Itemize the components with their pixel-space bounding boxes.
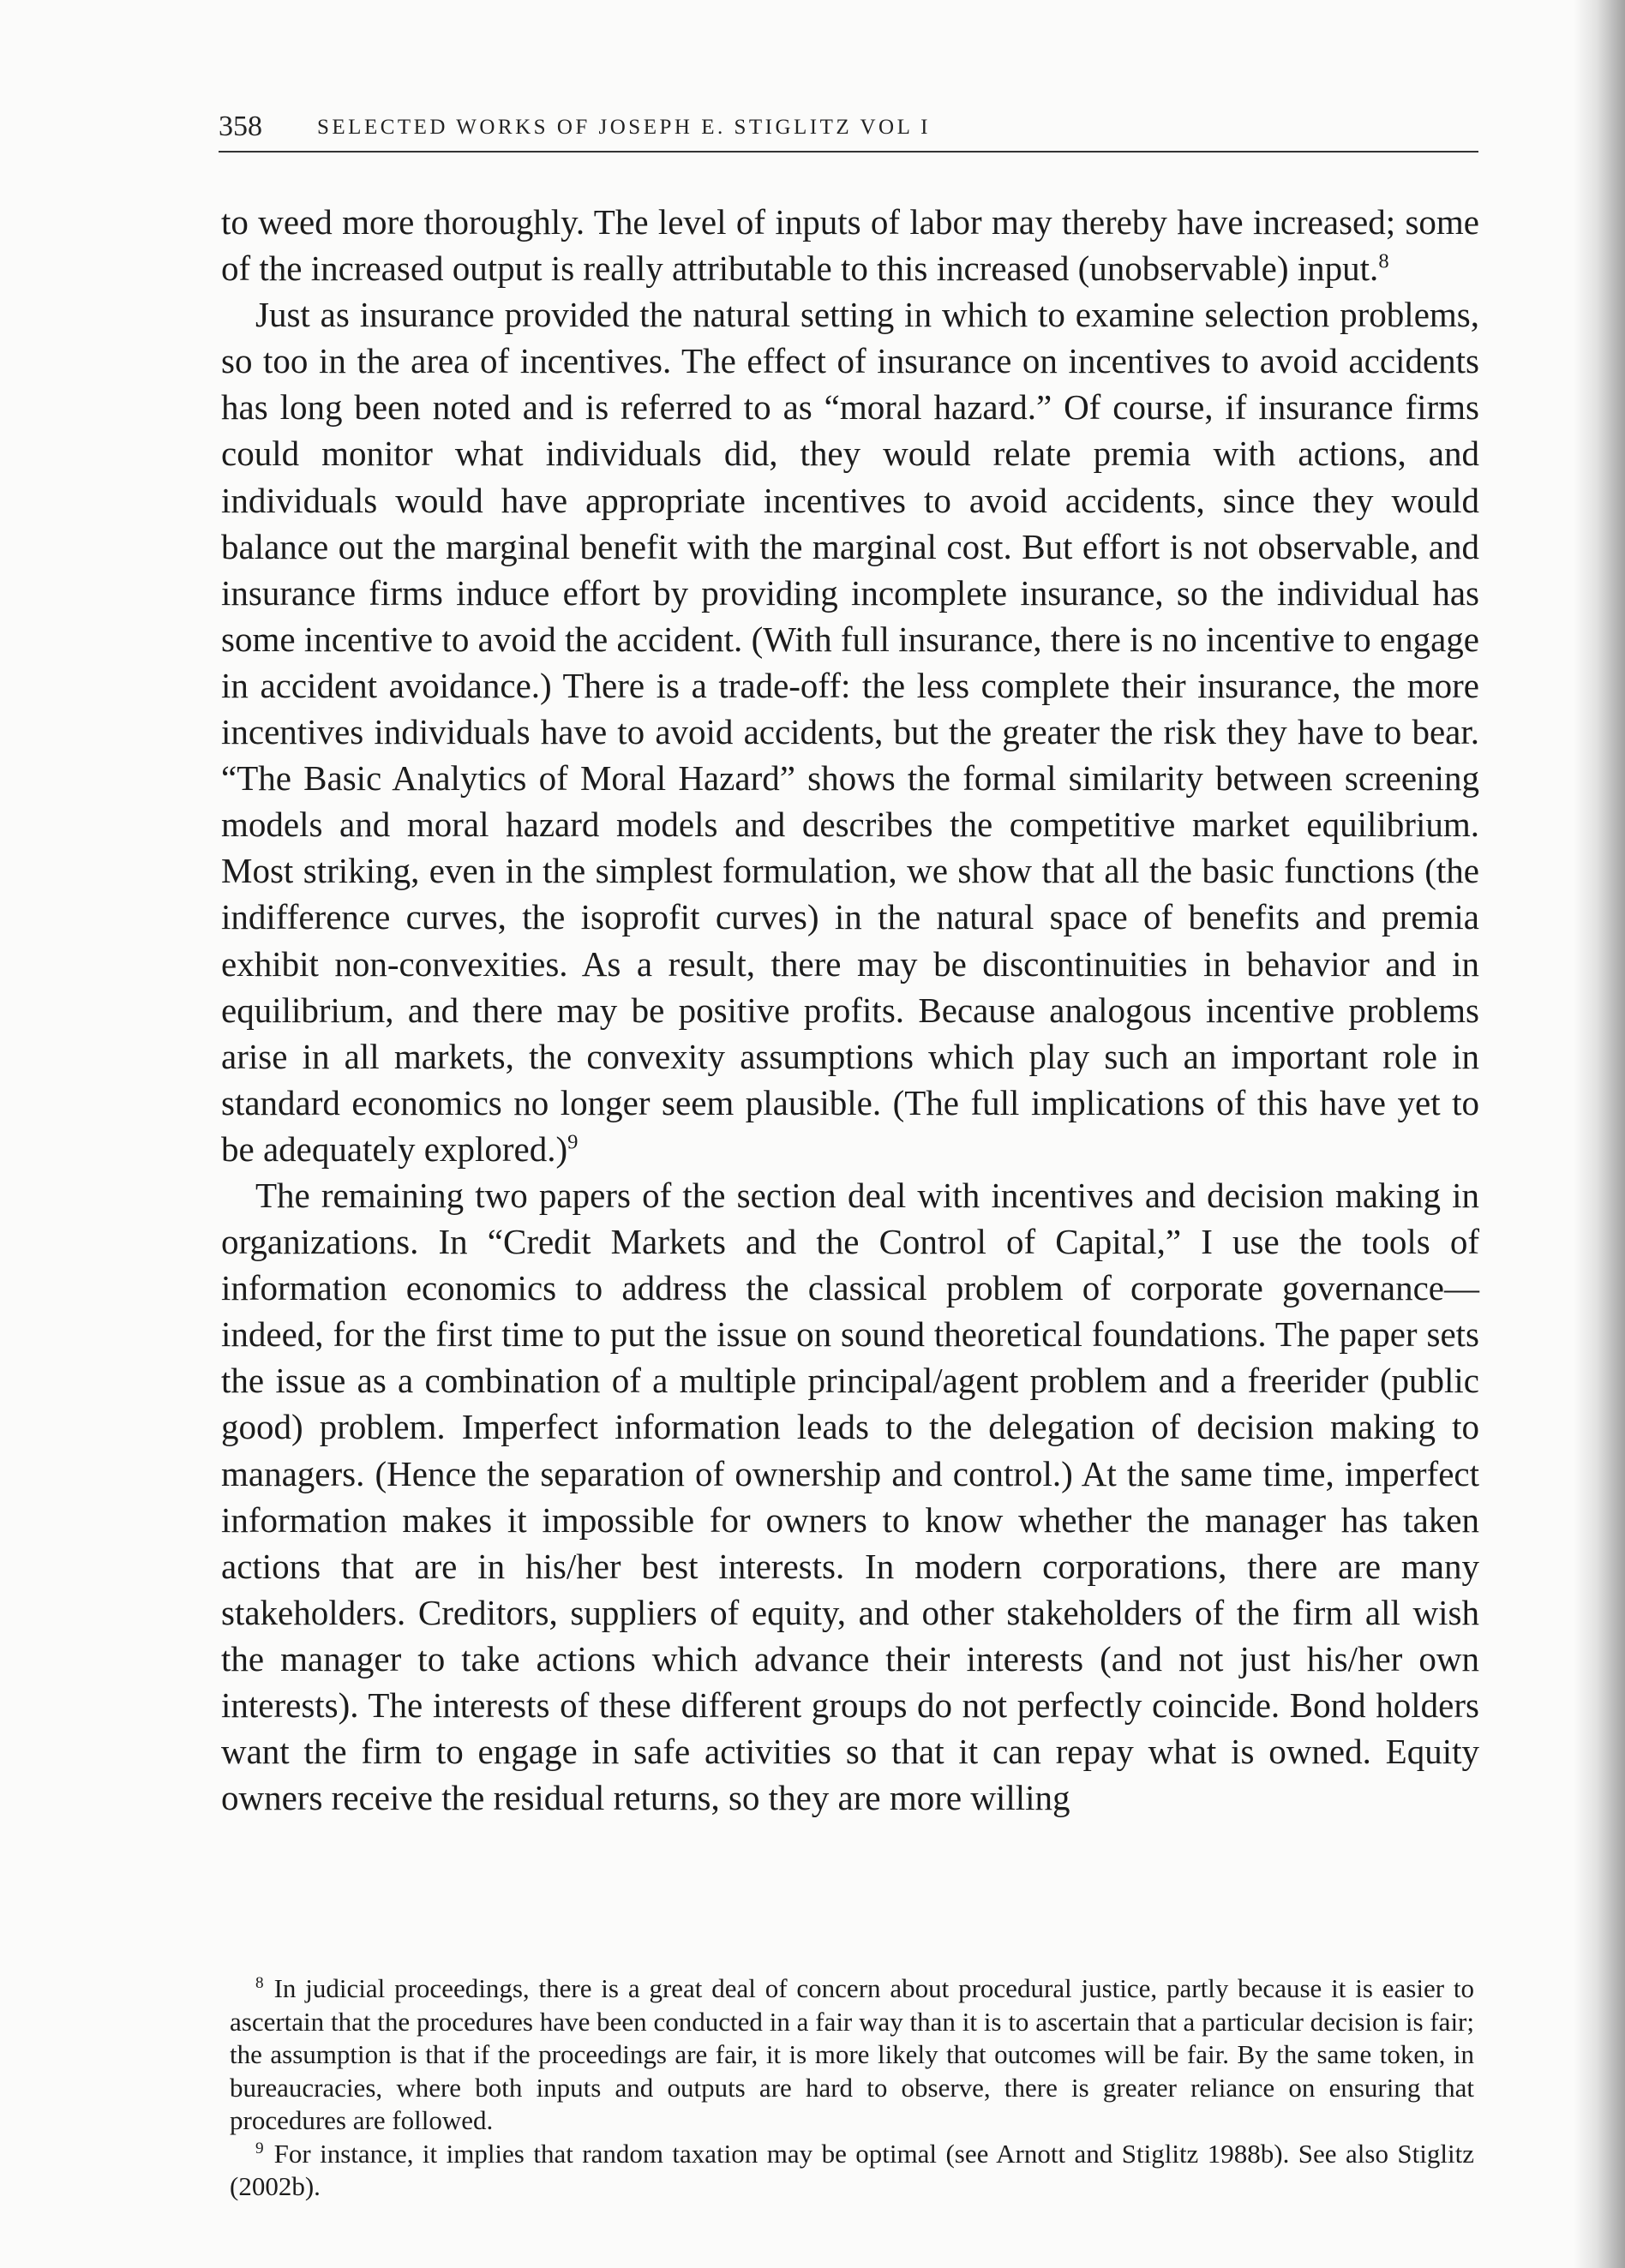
footnotes bbox=[230, 1972, 1474, 2204]
footnote-ref-9[interactable]: 9 bbox=[567, 1130, 579, 1154]
footnote-9 bbox=[230, 2138, 1474, 2204]
footnote-9-mark: 9 bbox=[255, 2139, 264, 2157]
paragraph-1-text: to weed more thoroughly. The level of inputs of labor may thereby have increased; some of the increased output is really attributable to this increased (unobservable) input. bbox=[221, 202, 1479, 289]
footnote-8 bbox=[230, 1972, 1474, 2138]
paragraph-2-text: Just as insurance provided the natural setting in which to examine selection problems, so too in the area of incentives. The effect of insurance on incentives to avoid accidents has long been noted and is referred to as “moral hazard.” Of course, if insurance firms could monitor what individuals did, they would relate premia with actions, and individuals would have appropriate incentives to avoid accidents, since they would balance out the marginal benefit with the marginal cost. But effort is not observable, and insurance firms induce effort by providing incomplete insurance, so the individual has some incentive to avoid the accident. (With full insurance, there is no incentive to engage in accident avoidance.) There is a trade-off: the less complete their insurance, the more incentives individuals have to avoid accidents, but the greater the risk they have to bear. “The Basic Analytics of Moral Hazard” shows the formal similarity between screening models and moral hazard models and describes the competitive market equilibrium. Most striking, even in the simplest formulation, we show that all the basic functions (the indifference curves, the isoprofit curves) in the natural space of benefits and premia exhibit non-convexities. As a result, there may be discontinuities in behavior and in equilibrium, and there may be positive profits. Because analogous incentive problems arise in all markets, the convexity assumptions which play such an important role in standard economics no longer seem plausible. (The full implications of this have yet to be adequately explored.) bbox=[221, 295, 1479, 1169]
paragraph-corporate-governance bbox=[221, 1172, 1479, 1821]
body-text bbox=[221, 199, 1479, 1821]
running-head bbox=[219, 110, 1478, 153]
footnote-9-text: For instance, it implies that random taxation may be optimal (see Arnott and Stiglitz 1988b). See also Stiglitz (2002b). bbox=[230, 2138, 1474, 2201]
paragraph-moral-hazard bbox=[221, 291, 1479, 1172]
running-head-title: SELECTED WORKS OF JOSEPH E. STIGLITZ VOL I bbox=[317, 116, 931, 139]
paragraph-continued bbox=[221, 199, 1479, 291]
paragraph-3-text: The remaining two papers of the section deal with incentives and decision making in organizations. In “Credit Markets and the Control of Capital,” I use the tools of information economics to address the classical problem of corporate governance—indeed, for the first time to put the issue on sound theoretical foundations. The paper sets the issue as a combination of a multiple principal/agent problem and a freerider (public good) problem. Imperfect information leads to the delegation of decision making to managers. (Hence the separation of ownership and control.) At the same time, imperfect information makes it impossible for owners to know whether the manager has taken actions that are in his/her best interests. In modern corporations, there are many stakeholders. Creditors, suppliers of equity, and other stakeholders of the firm all wish the manager to take actions which advance their interests (and not just his/her own interests). The interests of these different groups do not perfectly coincide. Bond holders want the firm to engage in safe activities so that it can repay what is owned. Equity owners receive the residual returns, so they are more willing bbox=[221, 1175, 1479, 1818]
page-edge-shadow bbox=[1574, 0, 1625, 2268]
footnote-8-mark: 8 bbox=[255, 1974, 264, 1993]
footnote-8-text: In judicial proceedings, there is a great deal of concern about procedural justice, partly because it is easier to ascertain that the procedures have been conducted in a fair way than it is to ascertain that a particular decision is fair; the assumption is that if the proceedings are fair, it is more likely that outcomes will be fair. By the same token, in bureaucracies, where both inputs and outputs are hard to observe, there is greater reliance on ensuring that procedures are followed. bbox=[230, 1973, 1474, 2135]
page-number: 358 bbox=[219, 111, 262, 142]
footnote-ref-8[interactable]: 8 bbox=[1378, 249, 1389, 273]
